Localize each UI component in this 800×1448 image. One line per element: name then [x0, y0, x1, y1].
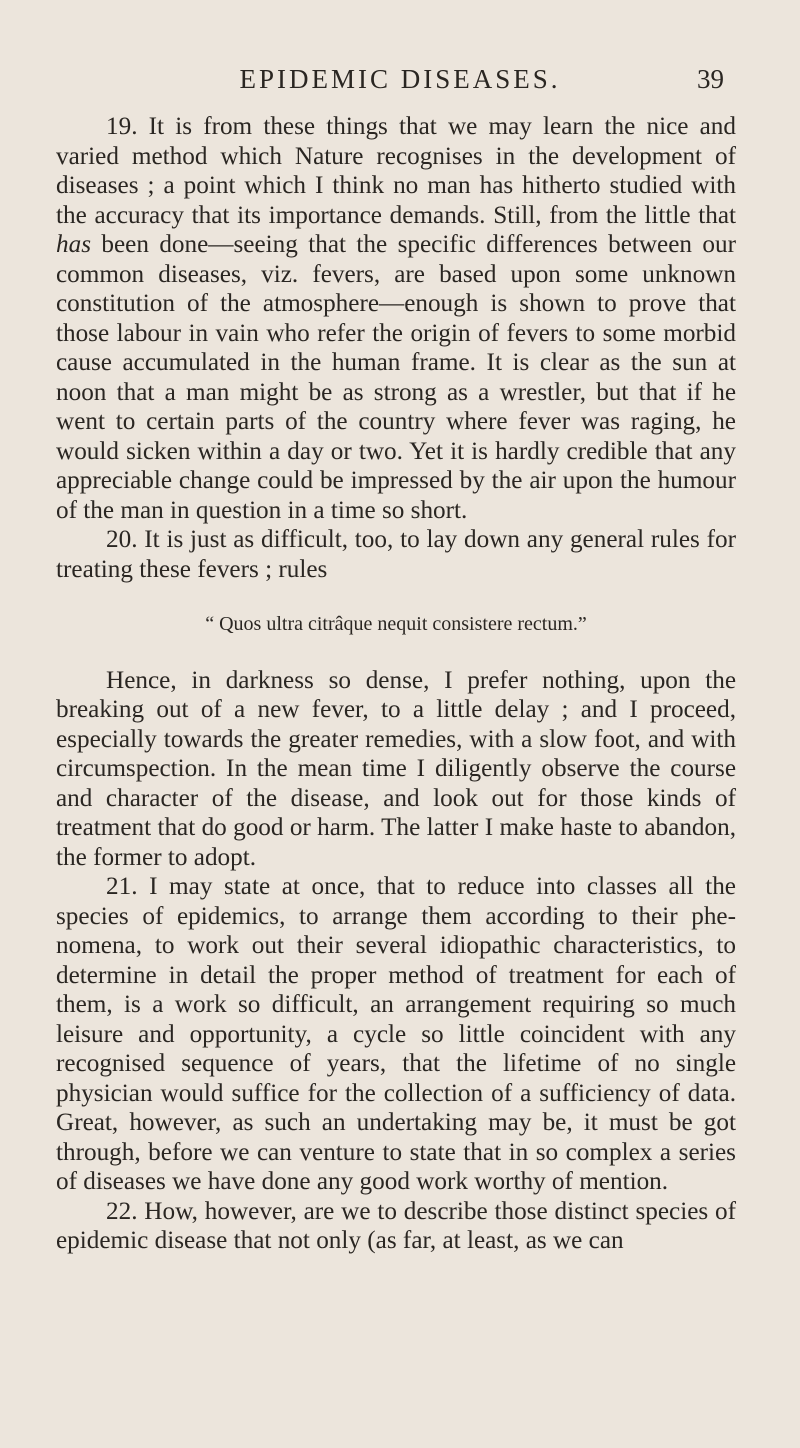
- paragraph-19-emphasis: has: [56, 231, 91, 258]
- paragraph-20: 20. It is just as difficult, too, to lay down any general rules for treating these fevers ; rules: [56, 526, 736, 583]
- running-title: EPIDEMIC DISEASES.: [239, 64, 561, 94]
- body-text: [56, 112, 736, 1256]
- paragraph-19-part-1: 19. It is from these things that we may learn the nice and varied method which Nature recognises in the development of diseases ; a point which I think no man has hitherto studied with the accuracy that its importance demands. Still, from the little that: [56, 113, 736, 229]
- paragraph-22: 22. How, however, are we to describe those distinct species of epidemic disease that not only (as far, at least, as we can: [56, 1197, 736, 1254]
- running-head: [0, 64, 800, 104]
- paragraph-19: [56, 112, 736, 525]
- paragraph-21: 21. I may state at once, that to reduce into classes all the species of epidemics, to arrange them according to their phe- nomena, to work out their several idiopathic characteristics, to determine in detail the proper method of treatment for each of them, is a work so difficult, an arrangement requiring so much leisure and opportunity, a cycle so little coincident with any recognised sequence of years, that the lifetime of no single physician would suffice for the collection of a sufficiency of data. Great, however, as such an undertaking may be, it must be got through, before we can venture to state that in so complex a series of diseases we have done any good work worthy of mention.: [56, 873, 736, 1195]
- latin-quotation: “ Quos ultra citrâque nequit consistere rectum.”: [205, 613, 587, 635]
- paragraph-19-part-2: been done—seeing that the specific differences between our common diseases, viz. fevers, are based upon some unknown constitution of the atmosphere—enough is shown to prove that those labour in vain who refer the origin of fevers to some morbid cause accumulated in the human frame. It is clear as the sun at noon that a man might be as strong as a wrestler, but that if he went to certain parts of the country where fever was raging, he would sicken within a day or two. Yet it is hardly credible that any appreciable change could be impressed by the air upon the humour of the man in question in a time so short.: [56, 231, 736, 524]
- paragraph-hence: Hence, in darkness so dense, I prefer nothing, upon the breaking out of a new fever, to a little delay ; and I proceed, especially towards the greater remedies, with a slow foot, and with circumspection. In the mean time I diligently observe the course and character of the disease, and look out for those kinds of treatment that do good or harm. The latter I make haste to abandon, the former to adopt.: [56, 666, 736, 871]
- page-number: 39: [697, 64, 724, 94]
